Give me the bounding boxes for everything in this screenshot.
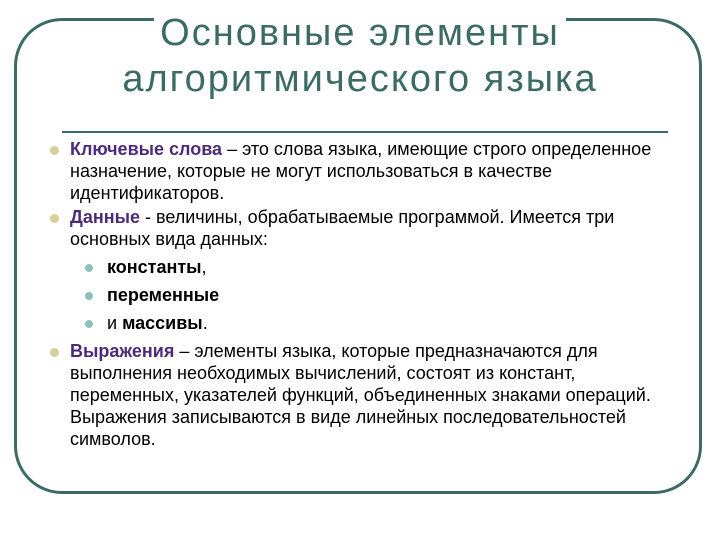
sub-item-pre: и [107,313,123,333]
sub-item-arrays [48,312,668,334]
slide-title-line-2: алгоритмического языка [116,56,603,102]
sub-bullet-dot-icon [85,320,93,328]
slide-title-line-1: Основные элементы [154,10,566,56]
bullet-item-expressions [48,340,668,450]
definition-expressions: – элементы языка, которые предназначаются для выполнения необходимых вычислений, состоят из констант, переменных, указателей функций, объединенных знаками операций. Выражения записываются в виде линейных последовательностей символов. [70,341,651,449]
sub-bullet-dot-icon [85,292,93,300]
term-expressions: Выражения [70,341,175,361]
bullet-dot-icon [50,348,59,357]
bullet-item-data [48,206,668,250]
sub-item-term: массивы [122,313,203,333]
term-keywords: Ключевые слова [70,139,223,159]
sub-item-variables [48,284,668,306]
sub-item-constants [48,256,668,278]
sub-item-term: константы [107,257,202,277]
slide-title [0,10,720,102]
sub-bullet-dot-icon [85,264,93,272]
definition-data: - величины, обрабатываемые программой. Имеется три основных вида данных: [70,207,615,249]
term-data: Данные [70,207,140,227]
title-divider [62,131,668,133]
sub-item-post: . [202,313,208,333]
definition-keywords: – это слова языка, имеющие строго определенное назначение, которые не могут использоваться в качестве идентификаторов. [70,139,652,203]
bullet-dot-icon [50,214,59,223]
sub-item-post: , [201,257,207,277]
bullet-dot-icon [50,146,59,155]
bullet-item-keywords [48,138,668,204]
sub-item-term: переменные [107,285,220,305]
bullet-list [48,138,668,452]
